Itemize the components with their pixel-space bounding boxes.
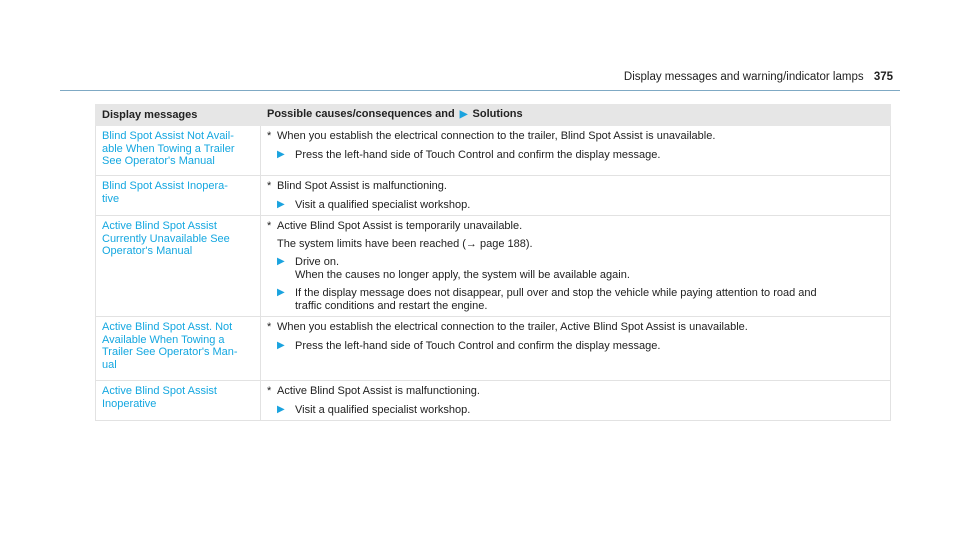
display-message-cell [96, 216, 261, 317]
display-message-cell [96, 126, 261, 176]
star-bullet-icon: * [267, 130, 272, 142]
display-message-text: Active Blind Spot Assist Currently Unavailable See Operator's Manual [102, 220, 230, 257]
col-header-causes [261, 105, 891, 126]
table-row [96, 126, 891, 176]
solution-step [267, 256, 884, 281]
solution-step-text: Press the left-hand side of Touch Control and confirm the display message. [295, 339, 661, 352]
display-message-text: Active Blind Spot Asst. Not Available When Towing a Trailer See Operator's Man- ual [102, 321, 238, 371]
solution-step [267, 149, 884, 162]
cause-note: The system limits have been reached (→ page 188). [277, 237, 533, 250]
col-header-solutions-label: Solutions [472, 108, 523, 121]
cause-text: When you establish the electrical connection to the trailer, Blind Spot Assist is unavailable. [277, 130, 716, 142]
display-messages-table [95, 104, 891, 421]
solution-step-text: Visit a qualified specialist workshop. [295, 198, 471, 211]
table-body [96, 126, 891, 421]
star-bullet-icon: * [267, 385, 272, 397]
solution-step [267, 404, 884, 417]
table-row [96, 216, 891, 317]
cause-item [267, 385, 884, 398]
star-bullet-icon: * [267, 220, 272, 232]
solution-step-text: If the display message does not disappear, pull over and stop the vehicle while paying attention to road and traffic conditions and restart the engine. [295, 287, 817, 312]
cause-item [267, 321, 884, 334]
header-rule [60, 90, 900, 91]
cause-text: When you establish the electrical connection to the trailer, Active Blind Spot Assist is unavailable. [277, 321, 748, 333]
solution-step [267, 340, 884, 353]
triangle-right-icon: ▶ [277, 339, 285, 351]
cause-item [267, 180, 884, 193]
solution-step-text: Press the left-hand side of Touch Control and confirm the display message. [295, 148, 661, 161]
causes-solutions-cell [261, 381, 891, 421]
page-header [624, 71, 893, 83]
triangle-right-icon: ▶ [459, 109, 468, 121]
triangle-right-icon: ▶ [277, 287, 285, 298]
triangle-right-icon: ▶ [277, 403, 285, 415]
header-title: Display messages and warning/indicator lamps [623, 71, 864, 83]
display-message-text: Active Blind Spot Assist Inoperative [102, 385, 217, 410]
cause-text: Blind Spot Assist is malfunctioning. [277, 180, 447, 192]
display-message-cell [96, 381, 261, 421]
causes-solutions-cell [261, 126, 891, 176]
display-message-cell [96, 176, 261, 216]
display-message-cell [96, 317, 261, 381]
table-row [96, 176, 891, 216]
cause-text: Active Blind Spot Assist is temporarily unavailable. [277, 220, 523, 232]
col-header-causes-label: Possible causes/consequences and [267, 108, 455, 121]
causes-solutions-cell [261, 317, 891, 381]
solution-step-text: Visit a qualified specialist workshop. [295, 403, 471, 416]
display-message-text: Blind Spot Assist Inopera- tive [102, 180, 228, 205]
triangle-right-icon: ▶ [277, 148, 285, 160]
solution-step [267, 199, 884, 212]
cause-item [267, 220, 884, 233]
table-row [96, 317, 891, 381]
solution-step [267, 287, 884, 312]
star-bullet-icon: * [267, 321, 272, 333]
causes-solutions-cell [261, 176, 891, 216]
cause-text: Active Blind Spot Assist is malfunctioning. [277, 385, 480, 397]
triangle-right-icon: ▶ [277, 198, 285, 210]
cause-item [267, 130, 884, 143]
solution-step-text: Drive on. When the causes no longer apply, the system will be available again. [295, 256, 630, 281]
star-bullet-icon: * [267, 180, 272, 192]
page-number: 375 [873, 71, 893, 83]
causes-solutions-cell [261, 216, 891, 317]
triangle-right-icon: ▶ [277, 256, 285, 267]
table-row [96, 381, 891, 421]
table-header-row [96, 105, 891, 126]
col-header-messages: Display messages [96, 105, 261, 126]
display-message-text: Blind Spot Assist Not Avail- able When Towing a Trailer See Operator's Manual [102, 130, 235, 167]
